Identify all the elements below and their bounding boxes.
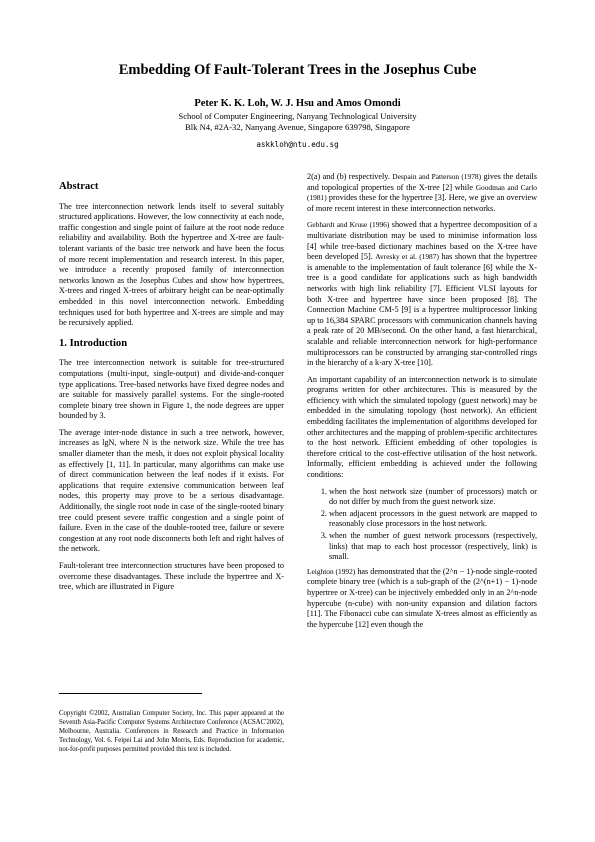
text-span: provides these for the hypertree [3]. Here, we give an overview of more recent interest in these interconnection networks. [307,193,537,213]
citation: Leighton (1992) [307,566,356,576]
list-item: 2. when adjacent processors in the guest network are mapped to reasonably close processors in the host network. [329,509,537,530]
footnote-rule [59,693,202,694]
citation: Goodman and Carlo (1981) [307,182,537,203]
affiliation-line-1: School of Computer Engineering, Nanyang Technological University [178,111,417,121]
intro-paragraph-2: The average inter-node distance in such a tree network, however, increases as lgN, where N is the network size. While the tree has smaller diameter than the mesh, it does not exploit physical locality as effectively [1, 11]. In particular, many algorithms can make use of direct communication between the leaf nodes if it exists. For applications that require extensive communication between leaf nodes, this property may prove to be a serious disadvantage. Additionally, the single root node in case of the single-rooted binary tree could present severe traffic congestion and a single point of failure. Even in the case of the double-rooted tree, failure or severe congestion at any root node disconnects both left and right halves of the network. [59,427,284,554]
text-span: has shown that the hypertree is amenable to the implementation of fault tolerance [6] while the X-tree is a good candidate for applications such as high bandwidth networks with high link reliability [7]. Efficient VLSI layouts for both X-tree and hypertree have since been proposed [8]. The Connection Machine CM-5 [9] is a hypertree multiprocessor linking up to 16,384 SPARC processors with communication channels having a peak rate of 20 MB/second. On the other hand, a fast hierarchical, scalable and reliable interconnection network for high-performance multiprocessors can be constructed by arranging star-controlled rings in the hierarchy of a k-ary X-tree [10]. [307,252,537,368]
list-item: 1. when the host network size (number of processors) match or do not differ by much from the guest network size. [329,487,537,508]
conditions-list [307,487,537,563]
list-item: 3. when the number of guest network processors (respectively, links) that map to each host processor (respectively, link) is small. [329,531,537,563]
text-span: showed that a hypertree decomposition of a multivariate distribution may be used to minimise information loss [4] while tree-based dictionary machines based on the X-tree have been developed [5]. [307,220,537,262]
abstract-heading: Abstract [59,181,99,192]
text-span: gives the details and topological properties of the X-tree [2] while [307,172,537,192]
citation: Gebhardt and Kruse (1996) [307,220,390,230]
affiliation-line-2: Blk N4, #2A-32, Nanyang Avenue, Singapore 639798, Singapore [185,122,410,132]
right-paragraph-3: An important capability of an interconnection network is to simulate programs written for other architectures. This is measured by the efficiency with which the simulated topology (guest network) may be embedded in the simulating topology (host network). An efficient embedding facilitates the implementation of algorithms developed for other architectures and the mapping of problem-specific architectures to the host network. Efficient embedding of other topologies is therefore critical to the cost-effective utilisation of the host network. Informally, efficient embedding is achieved under the following conditions: [307,374,537,480]
right-column [307,172,537,636]
text-span: has demonstrated that the (2^n − 1)-node single-rooted complete binary tree (which is a sub-graph of the (2^(n+1) − 1)-node hypertree or X-tree) can be injectively embedded only in an 2^n-node hypercube (n-cube) with non-unity expansion and dilation factors [11]. The Fibonacci cube can simulate X-trees almost as efficiently as the hypercube [12] even though the [307,566,538,629]
paper-authors: Peter K. K. Loh, W. J. Hsu and Amos Omondi [194,98,401,109]
right-paragraph-4 [307,567,537,631]
author-email[interactable]: askkloh@ntu.edu.sg [256,140,339,149]
abstract-text: The tree interconnection network lends itself to several suitably structured applications. However, the low connectivity at each node, traffic congestion and single point of failure at the root node reduce reliability and availability. Both the hypertree and X-tree are fault-tolerant variants of the basic tree network and have been the focus of more recent implementation and research interest. In this paper, we introduce a recently proposed family of interconnection networks known as the Josephus Cubes and show how hypertrees, X-trees and ringed X-trees of arbitrary height can be near-optimally embedded in this novel interconnection network. Embedding techniques used for both hypertree and X-trees are simple and may be recursively applied. [59,201,284,328]
copyright-footnote: Copyright ©2002, Australian Computer Society, Inc. This paper appeared at the Seventh Asia-Pacific Computer Systems Architecture Conference (ACSAC'2002), Melbourne, Australia. Conferences in Research and Practice in Information Technology, Vol. 6. Feipei Lai and John Morris, Eds. Reproduction for academic, not-for-profit purposes permitted provided this text is included. [59,710,284,753]
left-column [59,178,284,599]
text-span: 2(a) and (b) respectively. [307,172,390,181]
affiliation [0,111,595,133]
right-paragraph-2 [307,220,537,368]
intro-heading: 1. Introduction [59,337,128,349]
citation: Despain and Patterson (1978) [392,172,482,181]
intro-paragraph-3: Fault-tolerant tree interconnection structures have been proposed to overcome these disadvantages. These include the hypertree and X-tree, which are illustrated in Figure [59,561,284,592]
intro-paragraph-1: The tree interconnection network is suitable for tree-structured computations (multi-input, single-output) and divide-and-conquer type applications. Tree-based networks have fixed degree nodes and are suitable for massively parallel systems. For the single-rooted complete binary tree shown in Figure 1, the node degrees are upper bounded by 3. [59,358,284,421]
paper-title: Embedding Of Fault-Tolerant Trees in the Josephus Cube [118,62,477,78]
citation: Avresky et al. (1987) [375,252,439,262]
right-paragraph-1 [307,172,537,214]
